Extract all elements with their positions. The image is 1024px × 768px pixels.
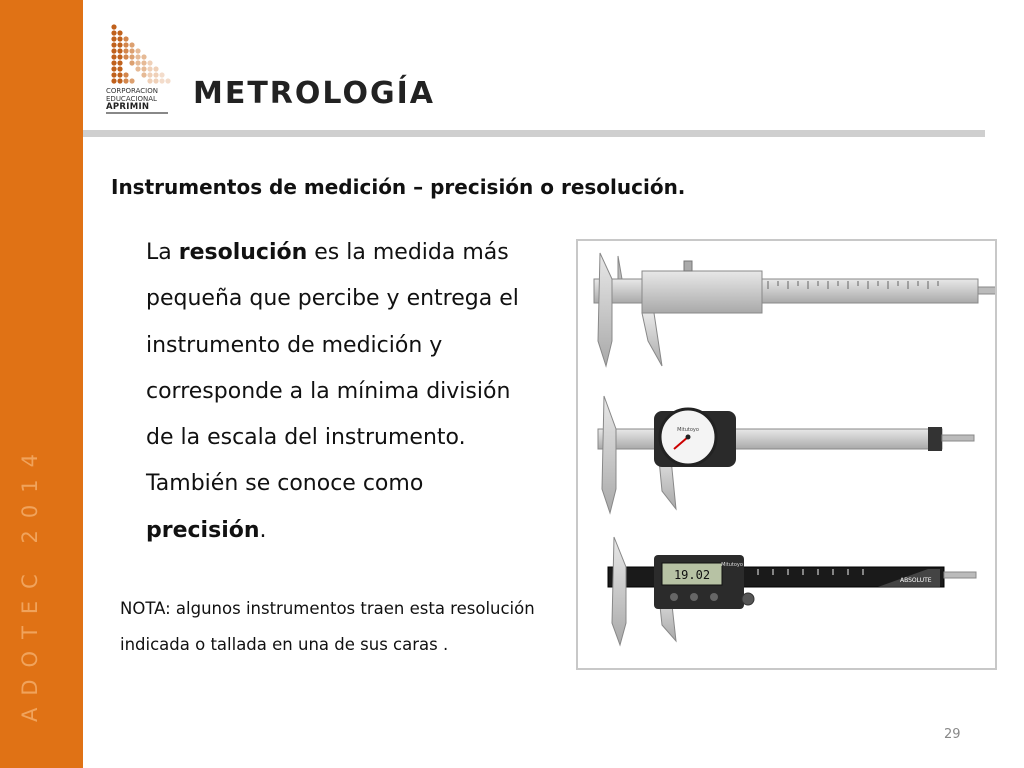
header-divider: [83, 130, 985, 137]
logo-line-1: CORPORACION: [106, 87, 158, 95]
sidebar-band: [0, 0, 83, 768]
page-number: 29: [944, 727, 961, 742]
sidebar-vertical-text: ADOTEC 2014: [18, 442, 42, 722]
logo-line-2: EDUCACIONAL: [106, 95, 157, 103]
dial-brand: Mitutoyo: [677, 427, 699, 433]
definition-term-resolucion: resolución: [178, 240, 308, 265]
logo-dots-icon: [111, 24, 170, 83]
dial-caliper-icon: [598, 396, 974, 513]
definition-text-3: .: [259, 517, 267, 543]
page-title: METROLOGÍA: [193, 76, 435, 111]
digital-brand: Mitutoyo: [721, 562, 743, 568]
digital-label: ABSOLUTE: [900, 577, 932, 584]
section-title: Instrumentos de medición – precisión o resolución.: [111, 175, 686, 199]
vernier-caliper-icon: [594, 253, 995, 366]
note-paragraph: NOTA: algunos instrumentos traen esta resolución indicada o tallada en una de sus caras .: [120, 599, 535, 654]
digital-reading: 19.02: [673, 568, 711, 582]
definition-term-precision: precisión: [146, 517, 260, 543]
calipers-image: [576, 239, 997, 670]
definition-paragraph: [146, 230, 526, 554]
definition-text-1: La: [146, 240, 179, 265]
definition-text-2: es la medida más pequeña que percibe y entrega el instrumento de medición y corresponde a la mínima división de la escala del instrumento. También se conoce como: [146, 240, 519, 497]
digital-caliper-icon: [608, 537, 976, 645]
logo-underline: [106, 112, 168, 114]
logo-caption: [106, 87, 176, 114]
logo-brand: APRIMIN: [106, 102, 150, 112]
